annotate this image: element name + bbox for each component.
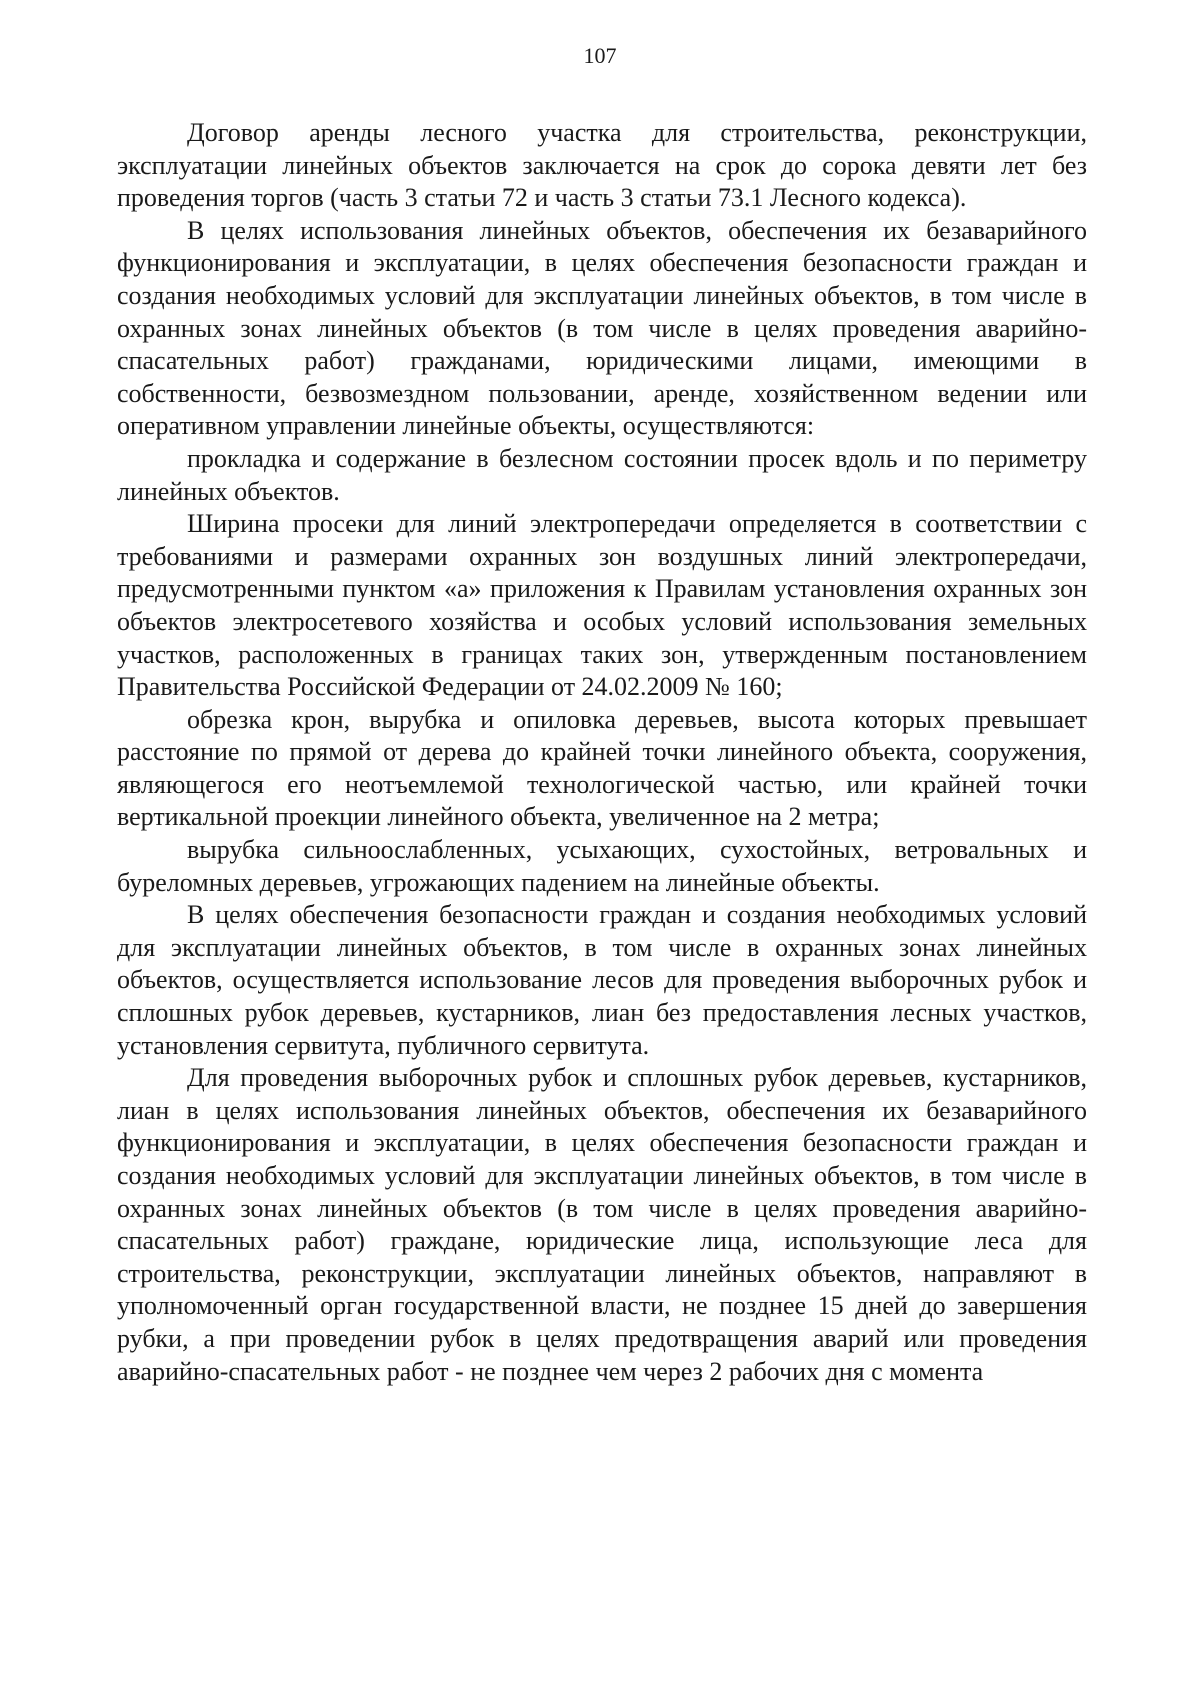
paragraph: обрезка крон, вырубка и опиловка деревьев, высота которых превышает расстояние по прямой от дерева до крайней точки линейного объекта, сооружения, являющегося его неотъемлемой технологической частью, или крайней точки вертикальной проекции линейного объекта, увеличенное на 2 метра;	[117, 704, 1087, 832]
paragraph: В целях обеспечения безопасности граждан и создания необходимых условий для эксплуатации линейных объектов, в том числе в охранных зонах линейных объектов, осуществляется использование лесов для проведения выборочных рубок и сплошных рубок деревьев, кустарников, лиан без предоставления лесных участков, установления сервитута, публичного сервитута.	[117, 900, 1087, 1060]
document-body	[117, 117, 1087, 1388]
paragraph: Ширина просеки для линий электропередачи определяется в соответствии с требованиями и размерами охранных зон воздушных линий электропередачи, предусмотренными пунктом «а» приложения к Правилам установления охранных зон объектов электросетевого хозяйства и особых условий использования земельных участков, расположенных в границах таких зон, утвержденным постановлением Правительства Российской Федерации от 24.02.2009 № 160;	[117, 509, 1087, 702]
paragraph: прокладка и содержание в безлесном состоянии просек вдоль и по периметру линейных объектов.	[117, 443, 1087, 506]
paragraph: Для проведения выборочных рубок и сплошных рубок деревьев, кустарников, лиан в целях использования линейных объектов, обеспечения их безаварийного функционирования и эксплуатации, в целях обеспечения безопасности граждан и создания необходимых условий для эксплуатации линейных объектов, в том числе в охранных зонах линейных объектов (в том числе в целях проведения аварийно-спасательных работ) граждане, юридические лица, использующие леса для строительства, реконструкции, эксплуатации линейных объектов, направляют в уполномоченный орган государственной власти, не позднее 15 дней до завершения рубки, а при проведении рубок в целях предотвращения аварий или проведения аварийно-спасательных работ - не позднее чем через 2 рабочих дня с момента	[117, 1063, 1087, 1386]
page-number: 107	[583, 43, 617, 68]
paragraph: вырубка сильноослабленных, усыхающих, сухостойных, ветровальных и буреломных деревьев, угрожающих падением на линейные объекты.	[117, 835, 1087, 897]
paragraph: В целях использования линейных объектов, обеспечения их безаварийного функционирования и эксплуатации, в целях обеспечения безопасности граждан и создания необходимых условий для эксплуатации линейных объектов, в том числе в охранных зонах линейных объектов (в том числе в целях проведения аварийно-спасательных работ) гражданами, юридическими лицами, имеющими в собственности, безвозмездном пользовании, аренде, хозяйственном ведении или оперативном управлении линейные объекты, осуществляются:	[117, 215, 1087, 441]
paragraph: Договор аренды лесного участка для строительства, реконструкции, эксплуатации линейных объектов заключается на срок до сорока девяти лет без проведения торгов (часть 3 статьи 72 и часть 3 статьи 73.1 Лесного кодекса).	[117, 118, 1087, 213]
